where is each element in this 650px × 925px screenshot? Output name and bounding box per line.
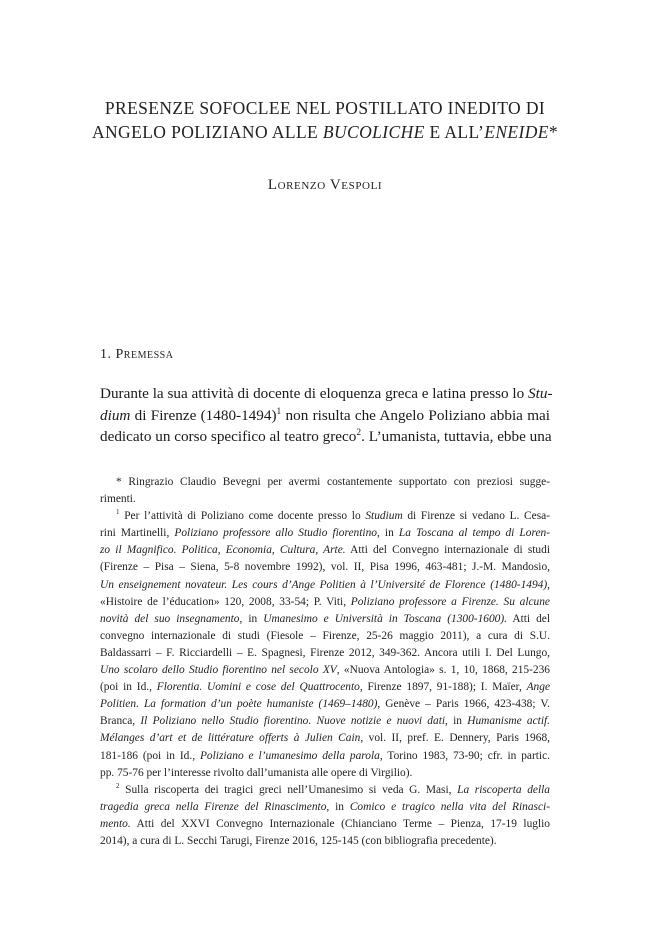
- fn-run: , in: [376, 527, 399, 540]
- footnote-1-line: Baldassarri – F. Ricciardelli – E. Spagnesi, Firenze 2012, 349-362. Ancora utili I. Del Lungo,: [100, 646, 550, 659]
- fn-run: Per l’attività di Poliziano come docente presso lo: [119, 510, 366, 523]
- body-text: [100, 383, 553, 448]
- footnote-1-line: [100, 696, 550, 713]
- fn-italic: La riscoperta della: [457, 783, 550, 796]
- footnote-star-line: * Ringrazio Claudio Bevegni per avermi costantemente supportato con preziosi sugge-: [116, 476, 550, 488]
- fn-run: , «Nuova Antologia» s. 1, 10, 1868, 215-236: [336, 664, 550, 677]
- fn-italic: Uno scolaro dello Studio fiorentino nel secolo XV: [100, 664, 337, 677]
- fn-italic: Ange: [526, 681, 550, 694]
- title-italic-bucoliche: BUCOLICHE: [322, 122, 425, 142]
- body-text-run: . L’umanista, tuttavia, ebbe una: [361, 428, 552, 445]
- body-text-run: dedicato un corso specifico al teatro greco: [100, 428, 357, 445]
- fn-italic: Poliziano professore a Firenze. Su alcune: [350, 595, 550, 608]
- body-line: [100, 426, 550, 448]
- footnote-1-line: [100, 713, 550, 730]
- fn-run: , in: [326, 800, 350, 813]
- footnote-1-line: [100, 525, 550, 542]
- fn-italic: novità del suo insegnamento: [100, 612, 240, 625]
- fn-run: , Torino 1983, 73-90; cfr. in partic.: [379, 749, 550, 762]
- footnote-1-line: (Firenze – Pisa – Siena, 5-8 novembre 1992), vol. II, Pisa 1996, 463-481; J.-M. Mandosio,: [100, 561, 550, 574]
- fn-italic: Politien. La formation d’un poète humaniste (1469–1480): [100, 698, 378, 711]
- fn-italic: tragedia greca nella Firenze del Rinascimento: [100, 800, 327, 813]
- fn-run: , Firenze 1897, 91-188); I. Maïer,: [359, 681, 527, 694]
- body-text-run: non risulta che Angelo Poliziano abbia mai: [281, 406, 550, 424]
- fn-italic: Mélanges d’art et de littérature offerts à Julien Cain: [100, 732, 361, 745]
- section-heading: 1. Premessa: [100, 347, 174, 362]
- body-italic-run: Stu-: [528, 385, 553, 402]
- fn-italic: zo il Magnifico. Politica, Economia, Cultura, Arte.: [100, 544, 346, 557]
- fn-italic: Comico e tragico nella vita del Rinasci-: [349, 800, 551, 813]
- fn-italic: Florentia. Uomini e cose del Quattrocento: [156, 681, 360, 694]
- article-title: [60, 96, 590, 144]
- footnote-2-line: [100, 799, 550, 816]
- fn-run: di Firenze si vedano L. Cesa-: [402, 510, 550, 523]
- fn-run: Atti del XXVI Convegno Internazionale (Chianciano Terme – Pienza, 17-19 luglio: [130, 817, 550, 830]
- footnote-1-line: [100, 748, 550, 765]
- footnote-1-number: 1: [116, 508, 120, 517]
- body-line: [100, 405, 550, 427]
- footnote-ref-1[interactable]: 1: [276, 406, 282, 417]
- title-line-2: [60, 120, 590, 144]
- fn-italic: La Toscana al tempo di Loren-: [398, 527, 551, 540]
- fn-run: Atti del: [507, 612, 551, 625]
- fn-italic: mento.: [100, 817, 131, 830]
- fn-run: , vol. II, pref. E. Dennery, Paris 1968,: [360, 732, 550, 745]
- fn-italic: Un enseignement novateur. Les cours d’Ange Politien à l’Université de Florence (1480-1494): [100, 578, 548, 591]
- footnote-1-line: convegno internazionale di studi (Fiesole – Firenze, 25-26 maggio 2011), a cura di S.U.: [100, 629, 550, 642]
- footnote-1-line: [100, 508, 550, 525]
- footnote-2-line: [100, 816, 550, 833]
- fn-run: 181-186 (poi in Id.,: [100, 749, 200, 762]
- fn-run: Branca,: [100, 715, 141, 728]
- footnote-ref-2[interactable]: 2: [356, 427, 362, 438]
- fn-italic: Humanisme actif.: [467, 715, 551, 728]
- title-footnote-marker: *: [548, 122, 558, 142]
- footnote-2-line: 2014), a cura di L. Secchi Tarugi, Firenze 2016, 125-145 (con bibliografia precedente).: [100, 834, 497, 847]
- footnote-1-line: [100, 662, 550, 679]
- title-italic-eneide: ENEIDE: [484, 122, 549, 142]
- fn-run: , in: [445, 715, 468, 728]
- body-text-run: di Firenze (1480-1494): [130, 406, 277, 424]
- fn-run: (poi in Id.,: [100, 681, 157, 694]
- title-text: ANGELO POLIZIANO ALLE: [91, 122, 323, 142]
- author-name: Lorenzo Vespoli: [267, 177, 383, 193]
- footnote-star-line: rimenti.: [100, 493, 136, 506]
- footnote-1-line: [100, 542, 550, 559]
- footnote-1-line: [100, 679, 550, 696]
- footnote-2-line: [100, 782, 550, 799]
- fn-run: , in: [239, 612, 264, 625]
- fn-italic: Umanesimo e Università in Toscana (1300-1600).: [263, 612, 507, 625]
- footnote-1-line: pp. 75-76 per l’interesse rivolto dall’umanista alle opere di Virgilio).: [100, 766, 413, 779]
- fn-italic: Poliziano professore allo Studio fiorentino: [174, 527, 377, 540]
- fn-italic: Il Poliziano nello Studio fiorentino. Nuove notizie e nuovi dati: [140, 715, 446, 728]
- title-line-1: PRESENZE SOFOCLEE NEL POSTILLATO INEDITO DI: [104, 98, 546, 118]
- title-text: E ALL’: [424, 122, 485, 142]
- footnote-1-line: [100, 577, 550, 594]
- fn-italic: Poliziano e l’umanesimo della parola: [199, 749, 380, 762]
- fn-run: «Histoire de l’éducation» 120, 2008, 33-54; P. Viti,: [100, 595, 351, 608]
- body-line: [100, 383, 553, 405]
- footnote-1-line: [100, 730, 550, 747]
- body-italic-run: dium: [100, 406, 131, 424]
- fn-run: rini Martinelli,: [100, 527, 175, 540]
- fn-italic: Studium: [365, 510, 403, 523]
- footnotes: [100, 474, 550, 850]
- footnote-1-line: [100, 611, 550, 628]
- body-text-run: Durante la sua attività di docente di eloquenza greca e latina presso lo: [100, 385, 529, 402]
- fn-run: , Genève – Paris 1966, 423-438; V.: [377, 698, 550, 711]
- fn-run: ,: [547, 578, 550, 591]
- fn-run: Atti del Convegno internazionale di studi: [345, 544, 550, 557]
- footnote-2-number: 2: [116, 781, 120, 790]
- footnote-1-line: [100, 594, 550, 611]
- fn-run: Sulla riscoperta dei tragici greci nell’Umanesimo si veda G. Masi,: [119, 783, 458, 796]
